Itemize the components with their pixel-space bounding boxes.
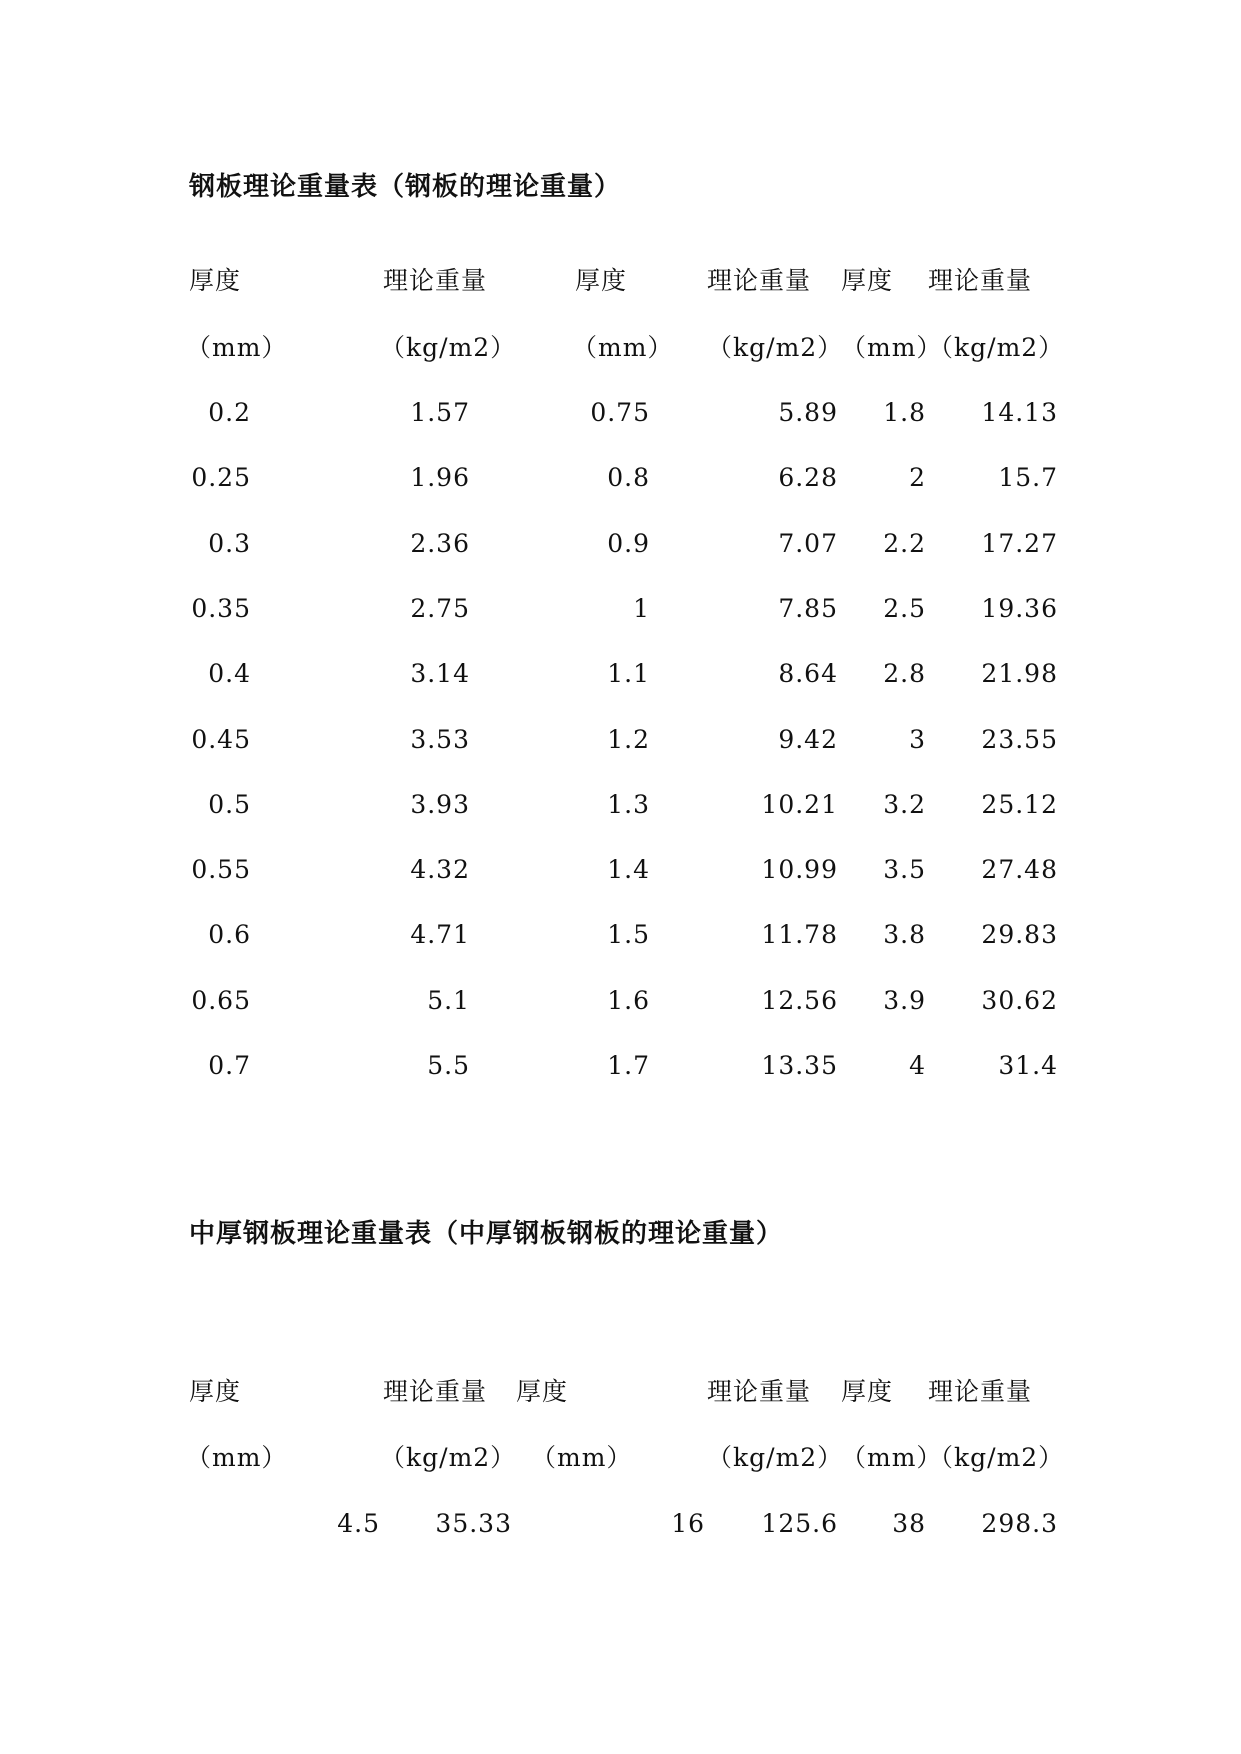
table-header-label: 厚度	[189, 1377, 242, 1406]
table-cell: 3.2	[883, 790, 926, 819]
table-cell: 23.55	[981, 725, 1058, 754]
table-cell: 0.3	[208, 529, 251, 558]
table-cell: 31.4	[998, 1051, 1058, 1080]
table-header-label: 厚度	[841, 1377, 894, 1406]
table-cell: 16	[671, 1509, 705, 1538]
table-cell: 29.83	[981, 920, 1058, 949]
table-header-label: 理论重量	[383, 266, 488, 295]
table-header-label: 厚度	[841, 266, 894, 295]
table-cell: 3.53	[410, 725, 470, 754]
table-cell: 3.8	[883, 920, 926, 949]
table-cell: 0.35	[191, 594, 251, 623]
table-header-label: 理论重量	[707, 266, 812, 295]
table-cell: 17.27	[981, 529, 1058, 558]
table-cell: 2.2	[883, 529, 926, 558]
table-cell: 2.5	[883, 594, 926, 623]
table-header-unit: （mm）	[841, 333, 943, 362]
table-cell: 3.5	[883, 855, 926, 884]
table-header-unit: （kg/m2）	[707, 1443, 844, 1472]
table-cell: 14.13	[981, 398, 1058, 427]
table-header-unit: （kg/m2）	[707, 333, 844, 362]
table-header-unit: （mm）	[841, 1443, 943, 1472]
table-cell: 0.25	[191, 463, 251, 492]
table-cell: 1.3	[607, 790, 650, 819]
table-cell: 21.98	[981, 659, 1058, 688]
table-cell: 7.85	[778, 594, 838, 623]
table-cell: 1.4	[607, 855, 650, 884]
table-cell: 0.5	[208, 790, 251, 819]
table-cell: 1.2	[607, 725, 650, 754]
table-cell: 3.14	[410, 659, 470, 688]
table-cell: 1	[633, 594, 650, 623]
table-header-unit: （mm）	[186, 1443, 288, 1472]
table-cell: 5.5	[427, 1051, 470, 1080]
table-cell: 1.96	[410, 463, 470, 492]
table-cell: 8.64	[778, 659, 838, 688]
table-cell: 10.21	[761, 790, 838, 819]
table-cell: 0.75	[590, 398, 650, 427]
table-cell: 0.6	[208, 920, 251, 949]
table-cell: 6.28	[778, 463, 838, 492]
table-cell: 0.9	[607, 529, 650, 558]
table-cell: 13.35	[761, 1051, 838, 1080]
table-cell: 25.12	[981, 790, 1058, 819]
table-cell: 0.7	[208, 1051, 251, 1080]
table-cell: 1.7	[607, 1051, 650, 1080]
table-cell: 125.6	[761, 1509, 838, 1538]
table-cell: 5.1	[427, 986, 470, 1015]
table-cell: 1.57	[410, 398, 470, 427]
table-header-label: 厚度	[516, 1377, 569, 1406]
table-header-label: 理论重量	[928, 266, 1033, 295]
table-cell: 5.89	[778, 398, 838, 427]
table-cell: 38	[892, 1509, 926, 1538]
table-header-unit: （mm）	[186, 333, 288, 362]
table-cell: 0.8	[607, 463, 650, 492]
table-cell: 10.99	[761, 855, 838, 884]
table-header-unit: （kg/m2）	[380, 1443, 517, 1472]
table-cell: 15.7	[998, 463, 1058, 492]
table-cell: 0.65	[191, 986, 251, 1015]
table-cell: 3	[909, 725, 926, 754]
table-cell: 0.45	[191, 725, 251, 754]
table-cell: 30.62	[981, 986, 1058, 1015]
table-cell: 4.71	[410, 920, 470, 949]
table-cell: 0.4	[208, 659, 251, 688]
table-header-label: 理论重量	[707, 1377, 812, 1406]
table-cell: 2	[909, 463, 926, 492]
table-cell: 11.78	[761, 920, 838, 949]
table-header-label: 厚度	[189, 266, 242, 295]
table-cell: 4.5	[337, 1509, 380, 1538]
table-header-unit: （kg/m2）	[380, 333, 517, 362]
table-cell: 1.5	[607, 920, 650, 949]
table-cell: 0.2	[208, 398, 251, 427]
table-cell: 298.3	[981, 1509, 1058, 1538]
table-cell: 4	[909, 1051, 926, 1080]
table-cell: 2.8	[883, 659, 926, 688]
section1-title: 钢板理论重量表（钢板的理论重量）	[189, 172, 622, 202]
table-cell: 19.36	[981, 594, 1058, 623]
table-header-unit: （kg/m2）	[928, 1443, 1065, 1472]
table-cell: 2.36	[410, 529, 470, 558]
table-cell: 2.75	[410, 594, 470, 623]
table-header-unit: （mm）	[572, 333, 674, 362]
table-cell: 3.93	[410, 790, 470, 819]
table-cell: 4.32	[410, 855, 470, 884]
table-cell: 1.1	[607, 659, 650, 688]
table-header-label: 理论重量	[383, 1377, 488, 1406]
table-header-unit: （mm）	[531, 1443, 633, 1472]
table-cell: 7.07	[778, 529, 838, 558]
table-cell: 35.33	[435, 1509, 512, 1538]
table-header-label: 厚度	[575, 266, 628, 295]
table-cell: 3.9	[883, 986, 926, 1015]
section2-title: 中厚钢板理论重量表（中厚钢板钢板的理论重量）	[189, 1219, 784, 1249]
table-header-label: 理论重量	[928, 1377, 1033, 1406]
table-cell: 12.56	[761, 986, 838, 1015]
table-cell: 1.6	[607, 986, 650, 1015]
table-cell: 9.42	[778, 725, 838, 754]
table-cell: 1.8	[883, 398, 926, 427]
table-cell: 27.48	[981, 855, 1058, 884]
table-cell: 0.55	[191, 855, 251, 884]
table-header-unit: （kg/m2）	[928, 333, 1065, 362]
